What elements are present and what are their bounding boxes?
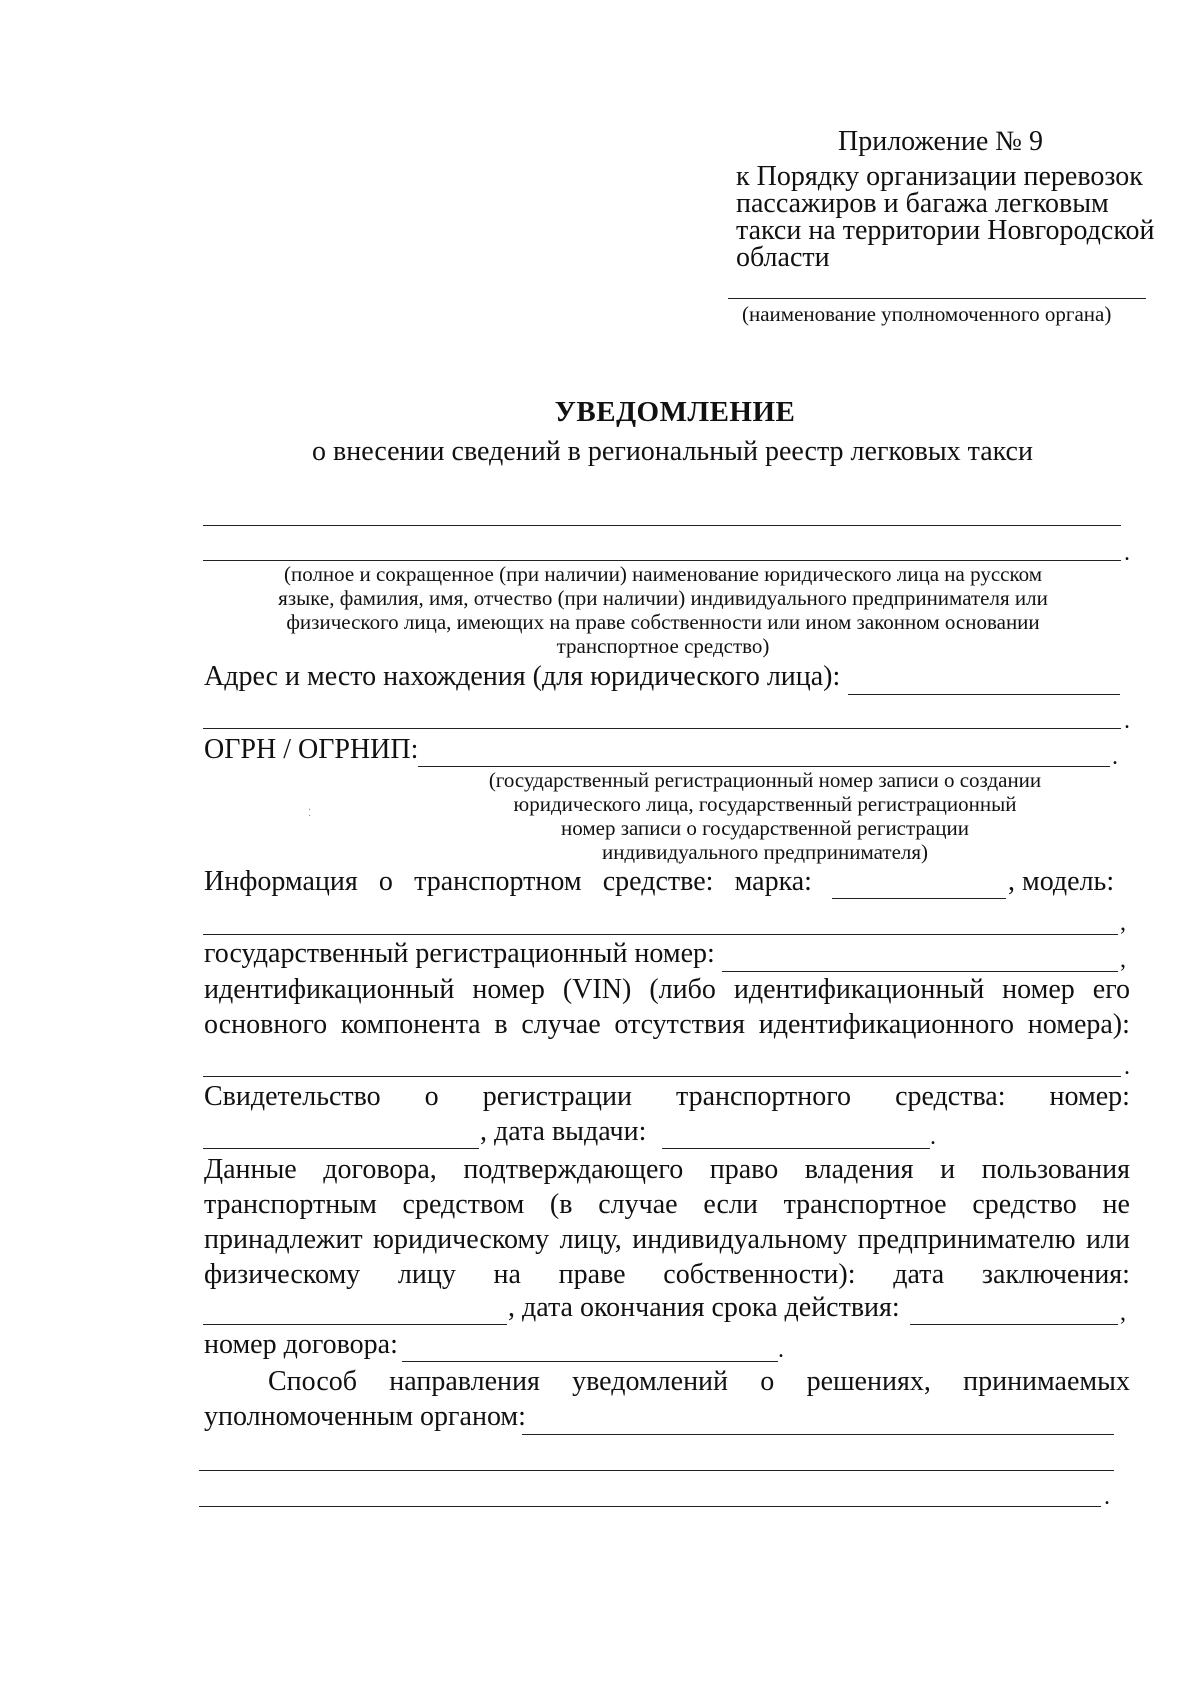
word: отсутствия xyxy=(614,1009,745,1040)
comma: , xyxy=(1120,947,1126,973)
appendix-number: Приложение № 9 xyxy=(838,126,1043,157)
word: случае xyxy=(521,1009,601,1040)
word: средством xyxy=(402,1189,525,1220)
owner-caption-line: языке, фамилия, имя, отчество (при наличии) индивидуального предпринимателя или xyxy=(278,586,1048,610)
reg-number-field[interactable] xyxy=(722,971,1118,972)
address-field[interactable] xyxy=(848,694,1120,695)
owner-caption xyxy=(208,562,1118,658)
end-date-label: , дата окончания срока действия: xyxy=(508,1292,900,1323)
word: средство xyxy=(972,1189,1077,1220)
word: юридическому xyxy=(373,1224,550,1255)
contract-date-field[interactable] xyxy=(203,1324,507,1325)
word: Данные xyxy=(204,1154,297,1185)
word: номер: xyxy=(1049,1081,1130,1112)
vin-field[interactable] xyxy=(203,1076,1121,1077)
word: подтверждающего xyxy=(463,1154,684,1185)
ogrn-caption xyxy=(430,768,1100,864)
word: уведомлений xyxy=(572,1366,729,1397)
word: транспортным xyxy=(204,1189,377,1220)
contract-label-line-4 xyxy=(204,1259,1130,1291)
word: номер xyxy=(1002,974,1075,1005)
word: собственности): xyxy=(663,1259,856,1290)
authority-caption: (наименование уполномоченного органа) xyxy=(742,302,1112,326)
word: физическому xyxy=(204,1259,361,1290)
word: дата xyxy=(893,1259,945,1290)
owner-name-line-1[interactable] xyxy=(203,525,1121,526)
ogrn-caption-line: индивидуального предпринимателя) xyxy=(601,840,929,864)
word: владения xyxy=(804,1154,914,1185)
word: марка: xyxy=(734,866,812,897)
word: основного xyxy=(204,1009,328,1040)
address-label: Адрес и место нахождения (для юридического лица): xyxy=(204,661,841,692)
ogrn-caption-line: юридического лица, государственный регистрационный xyxy=(513,792,1017,816)
word: компонента xyxy=(340,1009,481,1040)
period: . xyxy=(1124,1054,1130,1080)
word: регистрации xyxy=(482,1081,632,1112)
end-date-field[interactable] xyxy=(910,1324,1118,1325)
word: идентификационный xyxy=(733,974,985,1005)
period: . xyxy=(1112,744,1118,770)
contract-label-line-3 xyxy=(204,1224,1130,1256)
word: лицу xyxy=(397,1259,456,1290)
contract-number-field[interactable] xyxy=(402,1361,778,1362)
brand-field[interactable] xyxy=(832,898,1006,899)
word: если xyxy=(703,1189,758,1220)
reference-line: такси на территории Новгородской xyxy=(736,215,1155,246)
word: договора, xyxy=(323,1154,437,1185)
notification-label-line-2: уполномоченным органом: xyxy=(204,1401,526,1432)
word: Информация xyxy=(204,866,358,897)
contract-number-label: номер договора: xyxy=(204,1329,398,1360)
vehicle-info-label xyxy=(204,866,812,898)
word: Свидетельство xyxy=(204,1081,381,1112)
owner-caption-line: физического лица, имеющих на праве собственности или ином законном основании xyxy=(286,610,1040,634)
ogrn-field[interactable] xyxy=(418,766,1110,767)
notification-method-field-line-2[interactable] xyxy=(199,1470,1114,1471)
reference-line: к Порядку организации перевозок xyxy=(736,161,1143,192)
vin-label-line-2 xyxy=(204,1009,1130,1041)
word: идентификационный xyxy=(204,974,455,1005)
ogrn-label: ОГРН / ОГРНИП: xyxy=(204,734,419,765)
word: право xyxy=(709,1154,779,1185)
authority-name-line[interactable] xyxy=(728,298,1146,299)
reference-line: пассажиров и багажа легковым xyxy=(736,188,1109,219)
word: (VIN) xyxy=(562,974,632,1005)
word: или xyxy=(1086,1224,1130,1255)
word: его xyxy=(1092,974,1130,1005)
reg-number-label: государственный регистрационный номер: xyxy=(204,938,715,969)
word: Способ xyxy=(268,1366,358,1397)
word: номер xyxy=(472,974,545,1005)
appendix-reference xyxy=(736,163,1154,271)
word: направления xyxy=(389,1366,540,1397)
word: не xyxy=(1102,1189,1130,1220)
period: . xyxy=(778,1337,784,1363)
word: индивидуальному xyxy=(632,1224,848,1255)
ogrn-caption-line: (государственный регистрационный номер записи о создании xyxy=(488,768,1042,792)
word: случае xyxy=(598,1189,678,1220)
word: транспортное xyxy=(783,1189,947,1220)
word: транспортного xyxy=(676,1081,852,1112)
document-subtitle: о внесении сведений в региональный реестр легковых такси xyxy=(312,436,1033,467)
period: . xyxy=(1104,1484,1110,1510)
notification-method-field-line-3[interactable] xyxy=(199,1506,1101,1507)
ogrn-caption-line: номер записи о государственной регистрации xyxy=(561,816,969,840)
certificate-label xyxy=(204,1081,1130,1113)
reference-line: области xyxy=(736,242,830,273)
word: решениях, xyxy=(806,1366,931,1397)
word: заключения: xyxy=(981,1259,1130,1290)
contract-label-line-1 xyxy=(204,1154,1130,1186)
word: о xyxy=(378,866,393,897)
comma: , xyxy=(1120,1300,1126,1326)
word: принимаемых xyxy=(963,1366,1130,1397)
model-field[interactable] xyxy=(203,934,1118,935)
notification-method-field[interactable] xyxy=(522,1434,1114,1435)
scan-artifact: ⁚ xyxy=(308,808,312,819)
word: идентификационного xyxy=(758,1009,1015,1040)
model-label: , модель: xyxy=(1008,866,1115,897)
vin-label-line-1 xyxy=(204,974,1130,1006)
word: номера): xyxy=(1027,1009,1130,1040)
word: (либо xyxy=(649,974,716,1005)
notification-label-line-1 xyxy=(268,1366,1130,1398)
word: (в xyxy=(549,1189,573,1220)
word: на xyxy=(493,1259,521,1290)
word: предпринимателю xyxy=(857,1224,1076,1255)
word: средстве: xyxy=(602,866,714,897)
word: о xyxy=(424,1081,439,1112)
owner-caption-line: (полное и сокращенное (при наличии) наименование юридического лица на русском xyxy=(283,562,1043,586)
certificate-number-field[interactable] xyxy=(203,1148,479,1149)
word: в xyxy=(494,1009,508,1040)
comma: , xyxy=(1120,910,1126,936)
word: пользования xyxy=(981,1154,1130,1185)
address-field-line-2[interactable] xyxy=(203,728,1121,729)
issue-date-label: , дата выдачи: xyxy=(480,1116,647,1147)
word: о xyxy=(760,1366,775,1397)
word: транспортном xyxy=(414,866,582,897)
contract-label-line-2 xyxy=(204,1189,1130,1221)
period: . xyxy=(930,1124,936,1150)
word: лицу, xyxy=(559,1224,622,1255)
owner-caption-line: транспортное средство) xyxy=(556,634,770,658)
document-title: УВЕДОМЛЕНИЕ xyxy=(554,396,796,428)
word: праве xyxy=(558,1259,626,1290)
issue-date-field[interactable] xyxy=(662,1148,930,1149)
word: средства: xyxy=(895,1081,1006,1112)
word: принадлежит xyxy=(204,1224,363,1255)
word: и xyxy=(940,1154,956,1185)
period: . xyxy=(1124,708,1130,734)
owner-name-line-2[interactable] xyxy=(203,560,1121,561)
period: . xyxy=(1124,540,1130,566)
